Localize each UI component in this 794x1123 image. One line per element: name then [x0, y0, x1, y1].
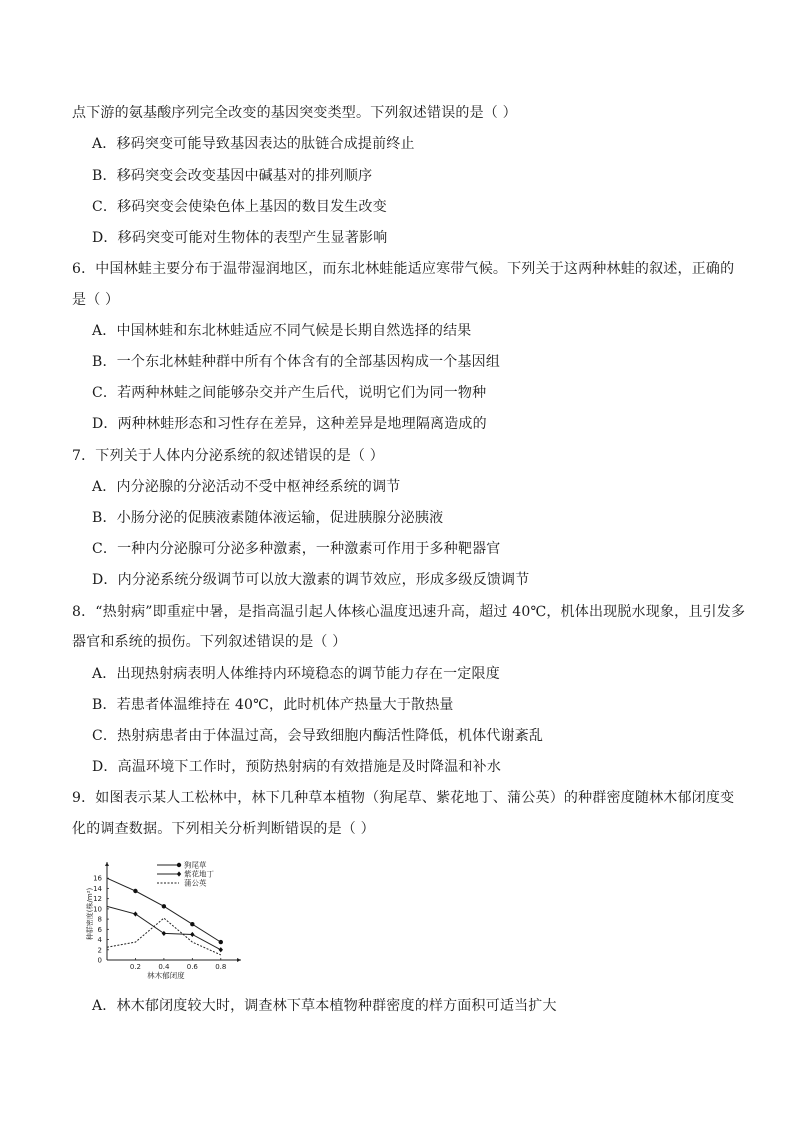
x-tick-label: 0.8	[215, 963, 227, 971]
q8-option-b: B．若患者体温维持在 40℃，此时机体产热量大于散热量	[92, 697, 454, 713]
y-axis-label: 种群密度(株/m²)	[86, 887, 94, 941]
x-axis-arrow	[237, 958, 241, 962]
y-tick-label: 16	[93, 874, 102, 883]
q8-option-c: C．热射病患者由于体温过高，会导致细胞内酶活性降低，机体代谢紊乱	[92, 728, 544, 744]
y-axis-arrow	[105, 862, 109, 866]
q8-stem-line2: 器官和系统的损伤。下列叙述错误的是（ ）	[72, 634, 347, 650]
y-tick-label: 12	[93, 895, 102, 904]
x-tick-label: 0.6	[186, 963, 198, 971]
q6-stem-line1: 6．中国林蛙主要分布于温带湿润地区，而东北林蛙能适应寒带气候。下列关于这两种林蛙的叙述，正确的	[72, 261, 735, 277]
data-point-1	[219, 947, 223, 952]
q6-stem-line2: 是（ ）	[72, 292, 120, 308]
y-tick-label: 8	[97, 915, 102, 924]
q5-option-c: C．移码突变会使染色体上基因的数目发生改变	[92, 199, 387, 215]
q7-option-b: B．小肠分泌的促胰液素随体液运输，促进胰腺分泌胰液	[92, 510, 444, 526]
data-point-0	[162, 904, 166, 908]
y-tick-label: 4	[97, 936, 102, 945]
q5-stem: 点下游的氨基酸序列完全改变的基因突变类型。下列叙述错误的是（ ）	[72, 105, 517, 121]
q5-option-d: D．移码突变可能对生物体的表型产生显著影响	[92, 230, 388, 246]
data-point-1	[190, 932, 194, 937]
legend-label-0: 狗尾草	[184, 860, 207, 870]
y-tick-label: 10	[93, 905, 102, 914]
q7-stem: 7．下列关于人体内分泌系统的叙述错误的是（ ）	[72, 448, 384, 464]
q7-option-a: A．内分泌腺的分泌活动不受中枢神经系统的调节	[92, 479, 401, 495]
data-point-1	[162, 931, 166, 936]
legend-marker-0	[177, 863, 181, 867]
y-tick-label: 0	[97, 956, 102, 965]
series-line-2	[107, 918, 221, 955]
y-tick-label: 6	[97, 925, 102, 934]
q6-option-b: B．一个东北林蛙种群中所有个体含有的全部基因构成一个基因组	[92, 354, 501, 370]
q7-option-c: C．一种内分泌腺可分泌多种激素，一种激素可作用于多种靶器官	[92, 541, 501, 557]
legend-label-1: 紫花地丁	[184, 869, 214, 879]
q8-option-a: A．出现热射病表明人体维持内环境稳态的调节能力存在一定限度	[92, 666, 500, 682]
data-point-0	[133, 889, 137, 893]
q8-option-d: D．高温环境下工作时，预防热射病的有效措施是及时降温和补水	[92, 759, 502, 775]
q5-option-a: A．移码突变可能导致基因表达的肽链合成提前终止	[92, 136, 415, 152]
q7-option-d: D．内分泌系统分级调节可以放大激素的调节效应，形成多级反馈调节	[92, 572, 530, 588]
data-point-0	[190, 922, 194, 926]
data-point-1	[133, 911, 137, 916]
q5-option-b: B．移码突变会改变基因中碱基对的排列顺序	[92, 168, 373, 184]
y-tick-label: 14	[93, 884, 102, 893]
q9-option-a: A．林木郁闭度较大时，调查林下草本植物种群密度的样方面积可适当扩大	[92, 998, 557, 1014]
y-tick-label: 2	[97, 946, 102, 955]
series-line-1	[107, 906, 221, 949]
population-density-chart	[85, 856, 255, 981]
x-axis-label: 林木郁闭度	[147, 971, 185, 980]
q9-stem-line1: 9．如图表示某人工松林中，林下几种草本植物（狗尾草、紫花地丁、蒲公英）的种群密度随林木郁闭度变	[72, 790, 735, 806]
legend-marker-1	[177, 871, 181, 876]
q6-option-c: C．若两种林蛙之间能够杂交并产生后代，说明它们为同一物种	[92, 385, 487, 401]
q6-option-a: A．中国林蛙和东北林蛙适应不同气候是长期自然选择的结果	[92, 323, 472, 339]
x-tick-label: 0.4	[158, 963, 170, 971]
legend-label-2: 蒲公英	[184, 878, 207, 888]
q8-stem-line1: 8．“热射病”即重症中暑，是指高温引起人体核心温度迅速升高，超过 40℃，机体出现脱水现象，且引发多	[72, 604, 746, 620]
data-point-0	[219, 940, 223, 944]
q6-option-d: D．两种林蛙形态和习性存在差异，这种差异是地理隔离造成的	[92, 416, 487, 432]
q9-stem-line2: 化的调查数据。下列相关分析判断错误的是（ ）	[72, 821, 375, 837]
x-tick-label: 0.2	[129, 963, 142, 971]
